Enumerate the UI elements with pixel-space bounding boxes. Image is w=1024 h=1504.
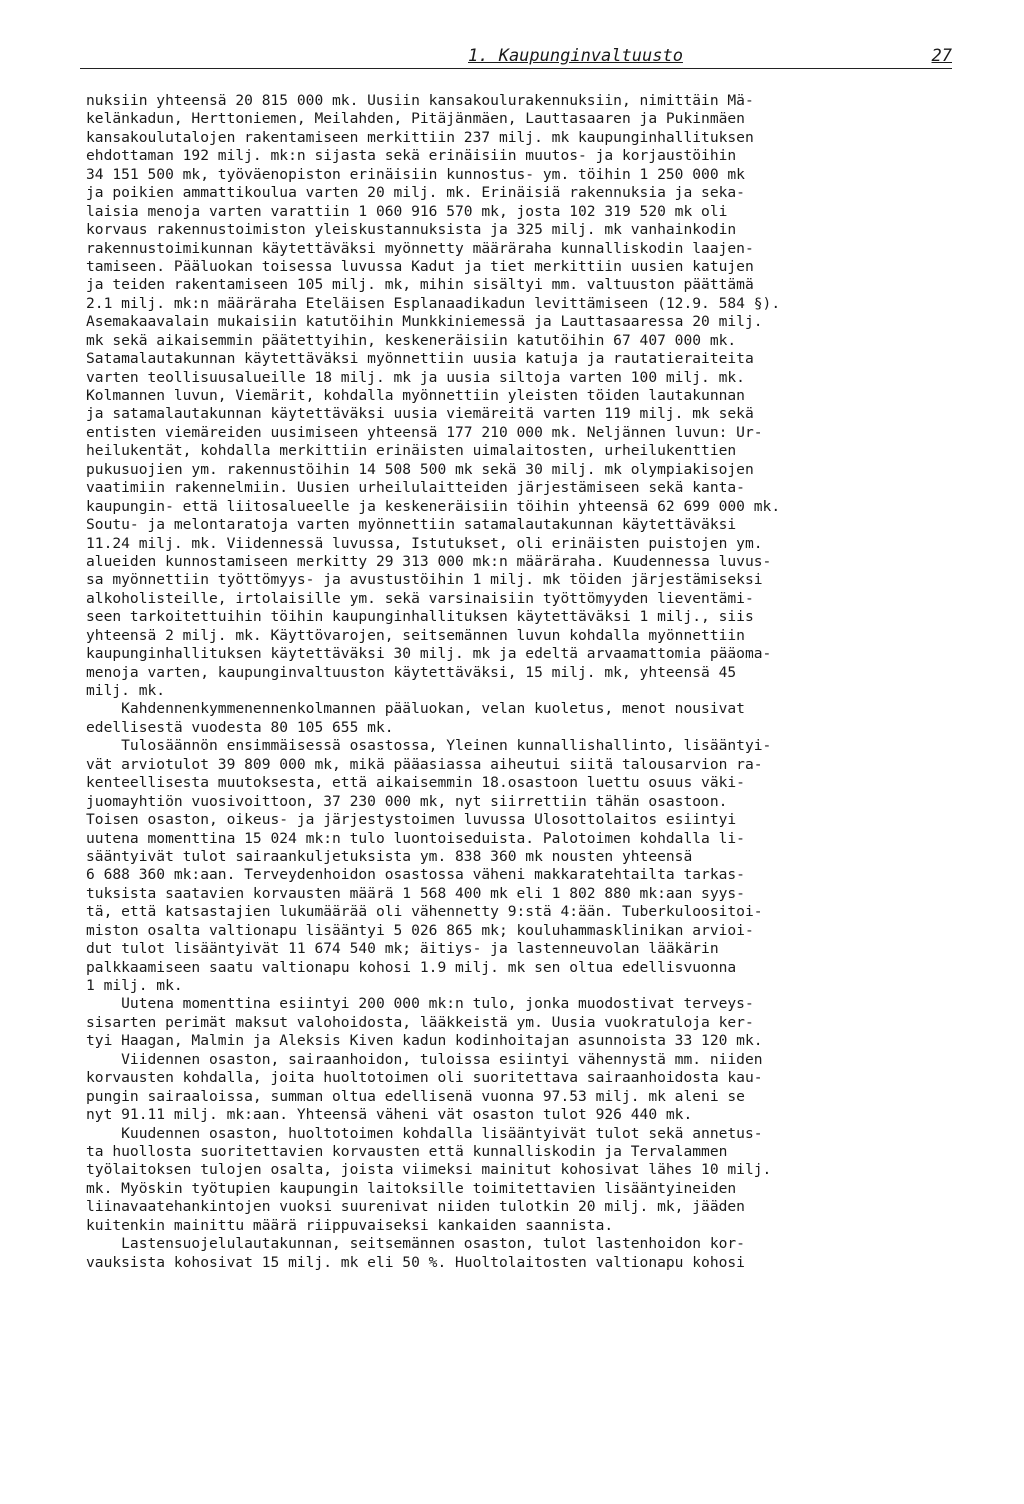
text-line: rakennustoimikunnan käytettäväksi myönnetty määräraha kunnalliskodin laajen- [86,239,754,257]
text-line: Kahdennenkymmenennenkolmannen pääluokan, velan kuoletus, menot nousivat [86,700,745,718]
page-header [80,44,952,69]
text-line: Viidennen osaston, sairaanhoidon, tuloissa esiintyi vähennystä mm. niiden [86,1050,763,1068]
text-line: alueiden kunnostamiseen merkitty 29 313 000 mk:n määräraha. Kuudennessa luvus- [86,552,772,570]
text-line: Uutena momenttina esiintyi 200 000 mk:n tulo, jonka muodostivat terveys- [86,995,754,1013]
text-line: 1 milj. mk. [86,977,183,994]
text-line: tuksista saatavien korvausten määrä 1 568 400 mk eli 1 802 880 mk:aan syys- [86,884,745,902]
text-line: 34 151 500 mk, työväenopiston erinäisiin kunnostus- ym. töihin 1 250 000 mk [86,165,745,183]
text-line: 6 688 360 mk:aan. Terveydenhoidon osastossa väheni makkaratehtailta tarkas- [86,866,745,884]
text-line: vät arviotulot 39 809 000 mk, mikä pääasiassa aiheutui siitä talousarvion ra- [86,755,763,773]
text-line: pukusuojien ym. rakennustöihin 14 508 500 mk sekä 30 milj. mk olympiakisojen [86,460,754,478]
text-line: Satamalautakunnan käytettäväksi myönnettiin uusia katuja ja rautatieraiteita [86,350,754,368]
text-line: miston osalta valtionapu lisääntyi 5 026 865 mk; kouluhammasklinikan arvioi- [86,921,754,939]
text-line: heilukentät, kohdalla merkittiin erinäisten uimalaitosten, urheilukenttien [86,442,737,460]
text-line: sääntyivät tulot sairaankuljetuksista ym. 838 360 mk nousten yhteensä [86,847,693,865]
text-line: Tulosäännön ensimmäisessä osastossa, Yleinen kunnallishallinto, lisääntyi- [86,737,772,755]
text-line: palkkaamiseen saatu valtionapu kohosi 1.9 milj. mk sen oltua edellisvuonna [86,958,737,976]
text-line: ehdottaman 192 milj. mk:n sijasta sekä erinäisiin muutos- ja korjaustöihin [86,147,737,165]
text-line: juomayhtiön vuosivoittoon, 37 230 000 mk, nyt siirrettiin tähän osastoon. [86,792,728,810]
page-number: 27 [931,46,952,66]
text-line: ta huollosta suoritettavien korvausten että kunnalliskodin ja Tervalammen [86,1142,728,1160]
text-line: uutena momenttina 15 024 mk:n tulo luontoiseduista. Palotoimen kohdalla li- [86,829,745,847]
text-line: seen tarkoitettuihin töihin kaupunginhallituksen käytettäväksi 1 milj., siis [86,608,754,626]
text-line: Toisen osaston, oikeus- ja järjestystoimen luvussa Ulosottolaitos esiintyi [86,811,737,829]
text-line: edellisestä vuodesta 80 105 655 mk. [86,718,394,736]
text-line: kansakoulutalojen rakentamiseen merkittiin 237 milj. mk kaupunginhallituksen [86,128,754,146]
text-line: entisten viemäreiden uusimiseen yhteensä 177 210 000 mk. Neljännen luvun: Ur- [86,423,763,441]
text-line: vauksista kohosivat 15 milj. mk eli 50 %. Huoltolaitosten valtionapu kohosi [86,1253,745,1271]
text-line: 2.1 milj. mk:n määräraha Eteläisen Esplanaadikadun levittämiseen (12.9. 584 §). [86,294,781,312]
text-line: korvaus rakennustoimiston yleiskustannuksista ja 325 milj. mk vanhainkodin [86,221,737,239]
text-line: Lastensuojelulautakunnan, seitsemännen osaston, tulot lastenhoidon kor- [86,1235,745,1253]
text-line: menoja varten, kaupunginvaltuuston käytettäväksi, 15 milj. mk, yhteensä 45 [86,663,737,681]
text-line: alkoholisteille, irtolaisille ym. sekä varsinaisiin työttömyyden lieventämi- [86,589,754,607]
text-line: pungin sairaaloissa, summan oltua edellisenä vuonna 97.53 milj. mk aleni se [86,1087,745,1105]
text-line: yhteensä 2 milj. mk. Käyttövarojen, seitsemännen luvun kohdalla myönnettiin [86,626,745,644]
text-line: sisarten perimät maksut valohoidosta, lääkkeistä ym. Uusia vuokratuloja ker- [86,1013,754,1031]
text-line: kaupungin- että liitosalueelle ja keskeneräisiin töihin yhteensä 62 699 000 mk. [86,497,781,515]
text-line: vaatimiin rakennelmiin. Uusien urheilulaitteiden järjestämiseen sekä kanta- [86,479,745,497]
text-line: milj. mk. [86,682,166,699]
text-line: Soutu- ja melontaratoja varten myönnettiin satamalautakunnan käytettäväksi [86,516,737,534]
body-text [86,92,966,1272]
text-line: varten teollisuusalueille 18 milj. mk ja uusia siltoja varten 100 milj. mk. [86,368,745,386]
section-title: 1. Kaupunginvaltuusto [468,46,683,66]
text-line: Kuudennen osaston, huoltotoimen kohdalla lisääntyivät tulot sekä annetus- [86,1124,763,1142]
text-line: sa myönnettiin työttömyys- ja avustustöihin 1 milj. mk töiden järjestämiseksi [86,571,763,589]
text-line: liinavaatehankintojen vuoksi suurenivat niiden tulotkin 20 milj. mk, jääden [86,1198,745,1216]
text-line: ja poikien ammattikoulua varten 20 milj. mk. Erinäisiä rakennuksia ja seka- [86,184,745,202]
text-line: Kolmannen luvun, Viemärit, kohdalla myönnettiin yleisten töiden lautakunnan [86,387,745,404]
text-line: kuitenkin mainittu määrä riippuvaiseksi kankaiden saannista. [86,1216,614,1234]
text-line: nuksiin yhteensä 20 815 000 mk. Uusiin kansakoulurakennuksiin, nimittäin Mä- [86,92,754,109]
text-line: kaupunginhallituksen käytettäväksi 30 milj. mk ja edeltä arvaamattomia pääoma- [86,645,772,663]
text-line: dut tulot lisääntyivät 11 674 540 mk; äitiys- ja lastenneuvolan lääkärin [86,940,719,958]
text-line: tamiseen. Pääluokan toisessa luvussa Kadut ja tiet merkittiin uusien katujen [86,257,754,275]
text-line: tä, että katsastajien lukumäärää oli vähennetty 9:stä 4:ään. Tuberkuloositoi- [86,903,763,921]
text-line: 11.24 milj. mk. Viidennessä luvussa, Istutukset, oli erinäisten puistojen ym. [86,534,763,552]
text-line: ja satamalautakunnan käytettäväksi uusia viemäreitä varten 119 milj. mk sekä [86,405,754,423]
text-line: korvausten kohdalla, joita huoltotoimen oli suoritettava sairaanhoidosta kau- [86,1069,763,1087]
text-line: kenteellisesta muutoksesta, että aikaisemmin 18.osastoon luettu osuus väki- [86,774,745,792]
text-line: Asemakaavalain mukaisiin katutöihin Munkkiniemessä ja Lauttasaaressa 20 milj. [86,313,763,331]
text-line: laisia menoja varten varattiin 1 060 916 570 mk, josta 102 319 520 mk oli [86,202,728,220]
text-line: mk sekä aikaisemmin päätettyihin, keskeneräisiin katutöihin 67 407 000 mk. [86,331,737,349]
text-line: tyi Haagan, Malmin ja Aleksis Kiven kadun kodinhoitajan asunnoista 33 120 mk. [86,1032,763,1050]
text-line: kelänkadun, Herttoniemen, Meilahden, Pitäjänmäen, Lauttasaaren ja Pukinmäen [86,110,745,128]
text-line: ja teiden rakentamiseen 105 milj. mk, mihin sisältyi mm. valtuuston päättämä [86,276,754,294]
text-line: mk. Myöskin työtupien kaupungin laitoksille toimitettavien lisääntyineiden [86,1179,737,1197]
text-line: työlaitoksen tulojen osalta, joista viimeksi mainitut kohosivat lähes 10 milj. [86,1161,772,1179]
text-line: nyt 91.11 milj. mk:aan. Yhteensä väheni vät osaston tulot 926 440 mk. [86,1106,693,1124]
